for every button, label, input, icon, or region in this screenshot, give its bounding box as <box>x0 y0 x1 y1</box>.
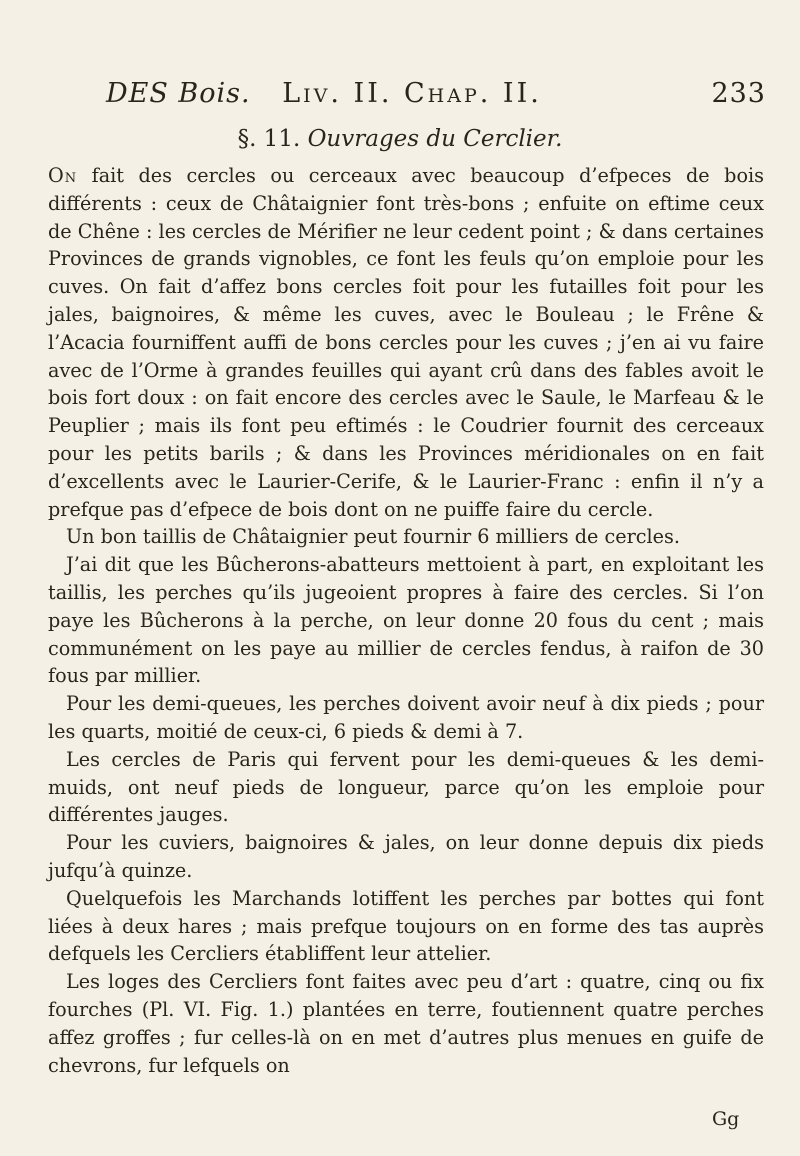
paragraph: Les cercles de Paris qui fervent pour les demi-queues & les demi-muids, ont neuf pieds de longueur, parce qu’on les emploie pour différentes jauges. <box>48 747 764 827</box>
signature-mark: Gg <box>712 1108 740 1130</box>
paragraph-text: fait des cercles ou cerceaux avec beaucoup d’efpeces de bois différents : ceux de Châtaignier font très-bons ; enfuite on eftime ceux de Chêne : les cercles de Mérifier ne leur cedent point ; & dans certaines Provinces de grands vignobles, ce font les feuls qu’on emploie pour les cuves. On fait d’affez bons cercles foit pour les futailles foit pour les jales, baignoires, & même les cuves, avec le Bouleau ; le Frêne & l’Acacia fourniffent auffi de bons cercles pour les cuves ; j’en ai vu faire avec de l’Orme à grandes feuilles qui ayant crû dans des fables avoit le bois fort doux : on fait encore des cercles avec le Saule, le Marfeau & le Peuplier ; mais ils font peu eftimés : le Coudrier fournit des cerceaux pour les petits barils ; & dans les Provinces méridionales on en fait d’excellents avec le Laurier-Cerife, & le Laurier-Franc : enfin il n’y a prefque pas d’efpece de bois dont on ne puiffe faire du cercle. <box>48 164 764 521</box>
paragraph-lead-word: On <box>48 164 78 187</box>
paragraph: Quelquefois les Marchands lotiffent les perches par bottes qui font liées à deux hares ; mais prefque toujours on en forme des tas auprès defquels les Cercliers établiffent leur attelier. <box>48 886 764 966</box>
section-heading <box>0 126 800 152</box>
paragraph <box>48 162 764 523</box>
body-text <box>48 162 764 1079</box>
section-number: §. 11. <box>237 126 301 152</box>
section-title: Ouvrages du Cerclier. <box>307 126 563 152</box>
header-left: DES Bois. <box>106 78 251 109</box>
paragraph: Pour les demi-queues, les perches doivent avoir neuf à dix pieds ; pour les quarts, moitié de ceux-ci, 6 pieds & demi à 7. <box>48 692 764 743</box>
page-number: 233 <box>711 78 766 109</box>
paragraph: Pour les cuviers, baignoires & jales, on leur donne depuis dix pieds jufqu’à quinze. <box>48 831 764 882</box>
running-header <box>106 78 766 109</box>
header-center: Liv. II. Chap. II. <box>282 78 542 109</box>
paragraph: J’ai dit que les Bûcherons-abatteurs mettoient à part, en exploitant les taillis, les perches qu’ils jugeoient propres à faire des cercles. Si l’on paye les Bûcherons à la perche, on leur donne 20 fous du cent ; mais communément on les paye au millier de cercles fendus, à raifon de 30 fous par millier. <box>48 553 764 688</box>
paragraph: Un bon taillis de Châtaignier peut fournir 6 milliers de cercles. <box>66 525 680 549</box>
paragraph: Les loges des Cercliers font faites avec peu d’art : quatre, cinq ou fix fourches (Pl. VI. Fig. 1.) plantées en terre, foutiennent quatre perches affez groffes ; fur celles-là on en met d’autres plus menues en guife de chevrons, fur lefquels on <box>48 970 764 1077</box>
